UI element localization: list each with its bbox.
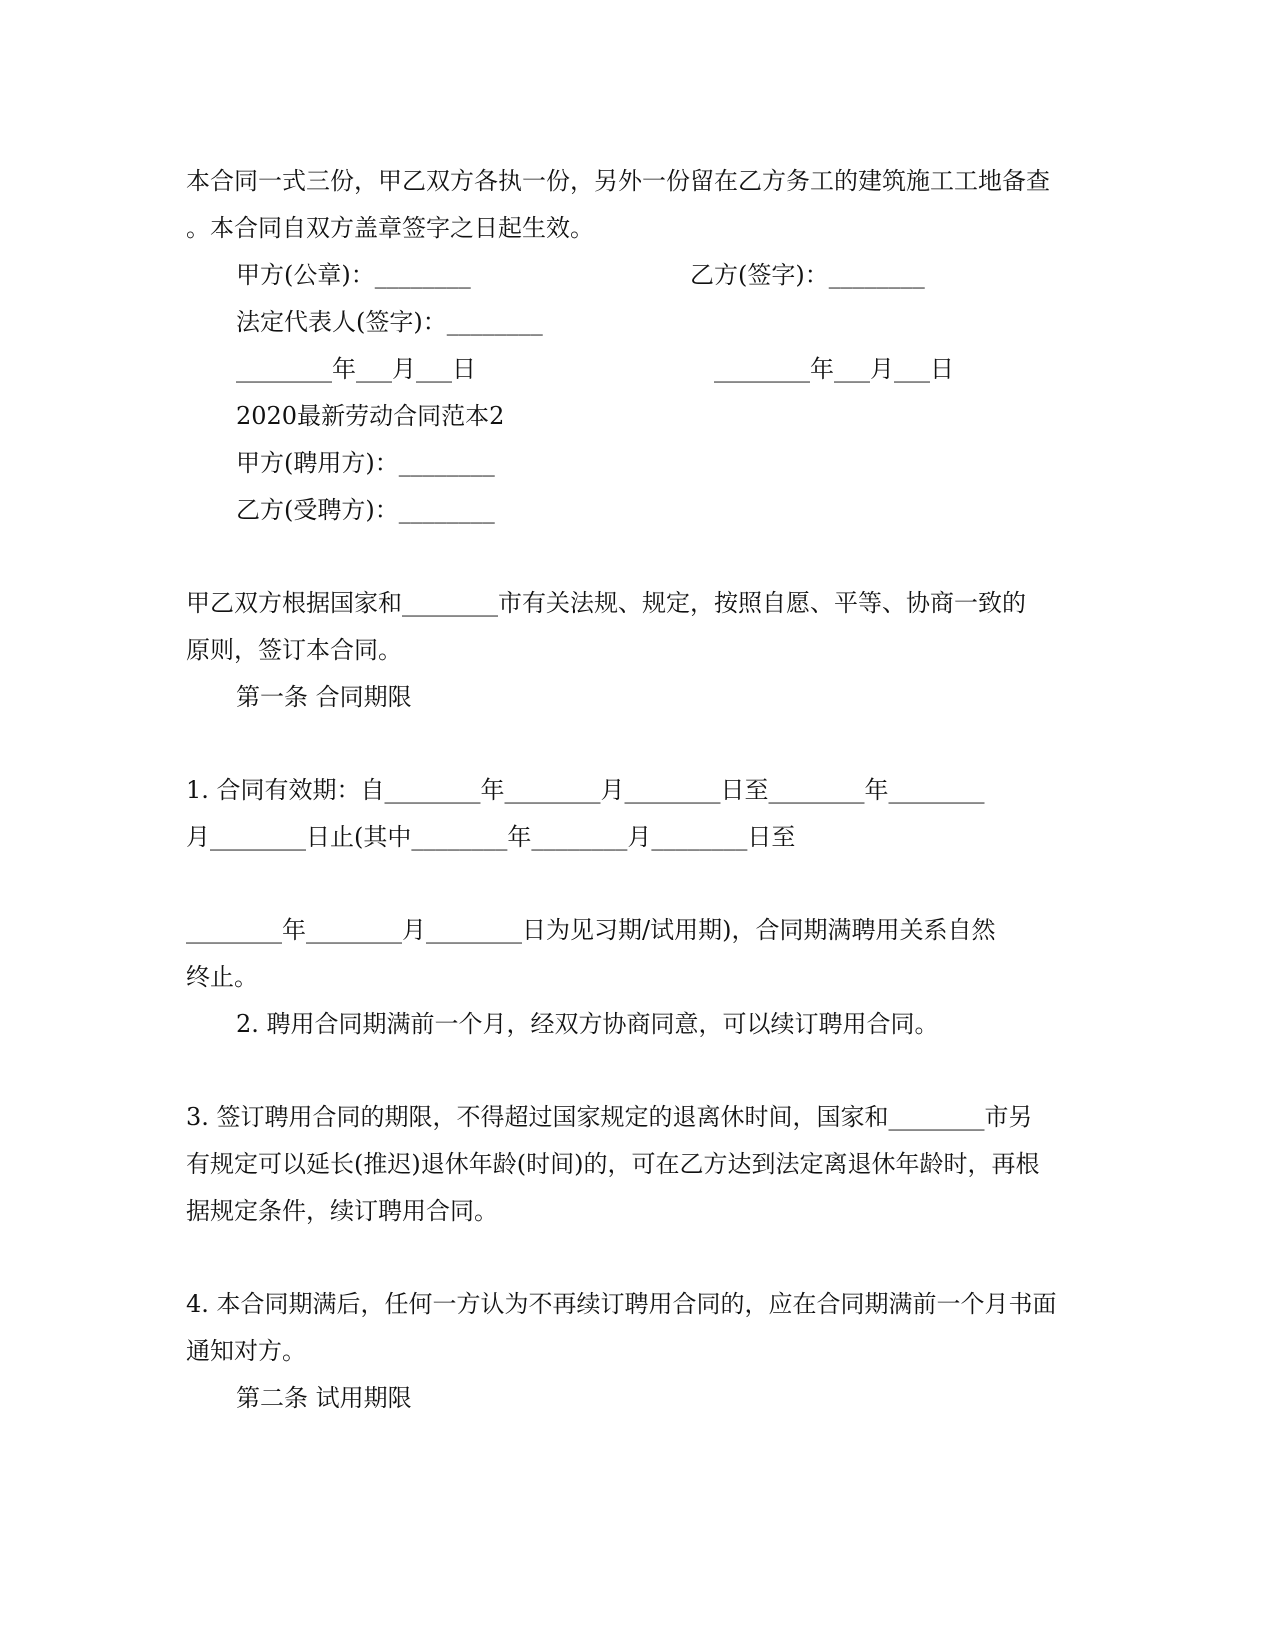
paragraph-line: 有规定可以延长(推迟)退休年龄(时间)的，可在乙方达到法定离退休年龄时，再根 (186, 1150, 1040, 1178)
paragraph-line: 1. 合同有效期：自________年________月________日至________年________ (186, 776, 985, 804)
paragraph-line: 。本合同自双方盖章签字之日起生效。 (186, 214, 594, 242)
employee-line: 乙方(受聘方)：________ (236, 496, 495, 524)
date-line-left: ________年___月___日 (236, 355, 476, 383)
paragraph-line: 通知对方。 (186, 1337, 306, 1365)
section-title: 2020最新劳动合同范本2 (236, 402, 505, 430)
paragraph-line: 甲乙双方根据国家和________市有关法规、规定，按照自愿、平等、协商一致的 (186, 589, 1026, 617)
employer-line: 甲方(聘用方)：________ (236, 449, 495, 477)
paragraph-line: 月________日止(其中________年________月________日至 (186, 823, 796, 851)
paragraph-line: 4. 本合同期满后，任何一方认为不再续订聘用合同的，应在合同期满前一个月书面 (186, 1290, 1057, 1318)
article-heading: 第二条 试用期限 (236, 1384, 412, 1412)
paragraph-line: 本合同一式三份，甲乙双方各执一份，另外一份留在乙方务工的建筑施工工地备查 (186, 167, 1050, 195)
party-a-seal-line: 甲方(公章)：________ (236, 261, 471, 289)
paragraph-line: 终止。 (186, 963, 258, 991)
paragraph-line: 原则，签订本合同。 (186, 636, 402, 664)
party-b-sign-line: 乙方(签字)：________ (690, 261, 925, 289)
date-line-right: ________年___月___日 (714, 355, 954, 383)
paragraph-line: ________年________月________日为见习期/试用期)，合同期满聘用关系自然 (186, 916, 996, 944)
paragraph-line: 2. 聘用合同期满前一个月，经双方协商同意，可以续订聘用合同。 (236, 1010, 939, 1038)
paragraph-line: 据规定条件，续订聘用合同。 (186, 1197, 498, 1225)
paragraph-line: 3. 签订聘用合同的期限，不得超过国家规定的退离休时间，国家和________市另 (186, 1103, 1033, 1131)
article-heading: 第一条 合同期限 (236, 683, 412, 711)
legal-rep-sign-line: 法定代表人(签字)：________ (236, 308, 543, 336)
